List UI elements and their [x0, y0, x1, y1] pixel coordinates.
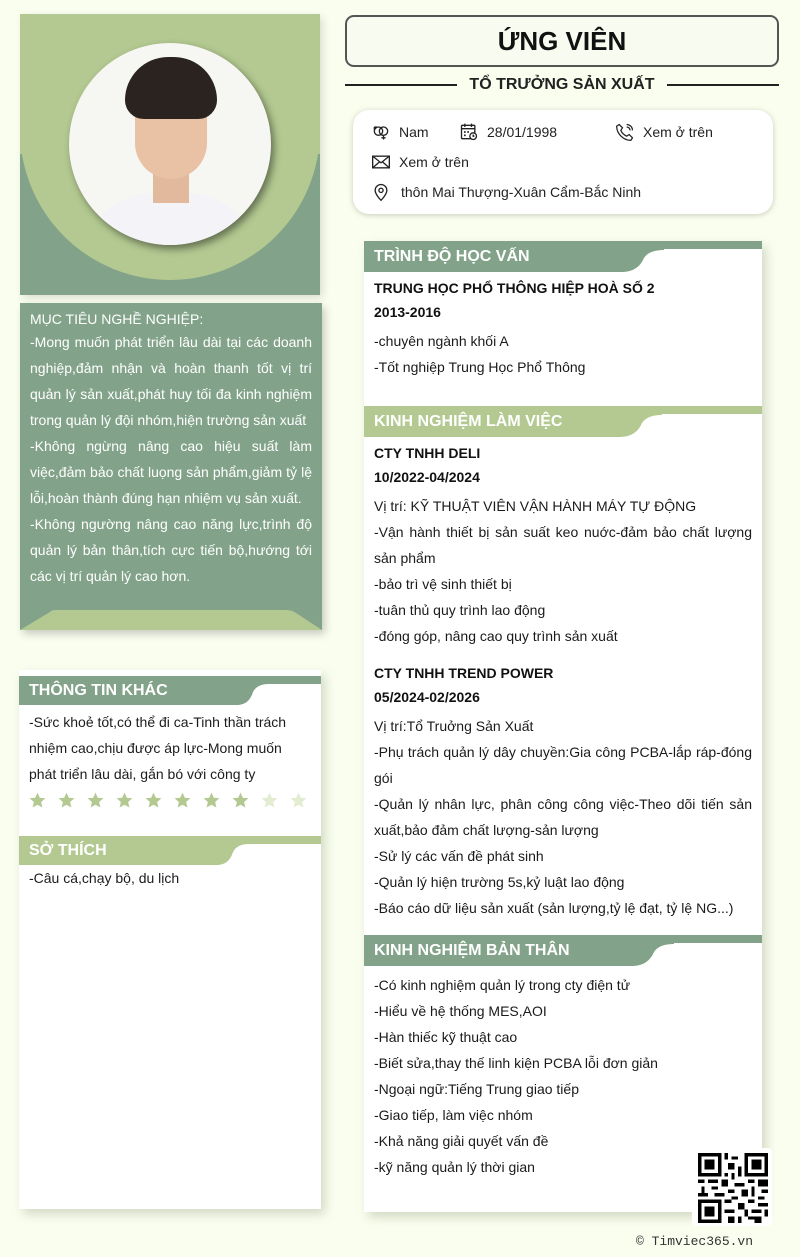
job-period: 10/2022-04/2024 — [374, 469, 480, 485]
job-period: 05/2024-02/2026 — [374, 689, 480, 705]
objective-line: -Mong muốn phát triển lâu dài tại các doanh nghiệp,đảm nhận và hoàn thanh tốt vị trí quản lý sản xuất,phát huy tối đa kinh nghiệm trong quản lý đội nhóm,hiện trường sản xuất — [30, 334, 312, 428]
star-empty-icon — [289, 791, 308, 810]
skill-line: -Có kinh nghiệm quản lý trong cty điện tử — [374, 977, 631, 993]
skill-line: -Hàn thiếc kỹ thuật cao — [374, 1029, 518, 1045]
job-title — [345, 74, 779, 96]
star-empty-icon — [260, 791, 279, 810]
candidate-name: ỨNG VIÊN — [345, 15, 779, 67]
job-line: Vị trí: KỸ THUẬT VIÊN VẬN HÀNH MÁY TỰ ĐỘNG — [374, 498, 697, 514]
avatar-hair — [125, 57, 217, 119]
section-title: KINH NGHIỆM BẢN THÂN — [364, 935, 634, 966]
objective-line: -Không ngường nâng cao năng lực,trình độ quản lý bản thân,tích cực tiến bộ,hướng tới các vị trí quản lý cao hơn. — [30, 516, 312, 584]
section-title: KINH NGHIỆM LÀM VIỆC — [364, 406, 622, 437]
rating-stars — [19, 787, 321, 810]
contact-phone — [615, 122, 713, 142]
contact-gender — [371, 122, 429, 142]
star-filled-icon — [86, 791, 105, 810]
section-title: TRÌNH ĐỘ HỌC VẤN — [364, 241, 624, 272]
job-line: -Vận hành thiết bị sản suất keo nuớc-đảm bảo chất lượng sản phẩm — [374, 524, 752, 566]
contact-birthday — [459, 122, 557, 142]
section-header-education — [364, 241, 762, 272]
header-curve — [624, 935, 674, 966]
star-filled-icon — [202, 791, 221, 810]
star-filled-icon — [144, 791, 163, 810]
school-period: 2013-2016 — [374, 304, 441, 320]
job-line: -Sử lý các vấn đề phát sinh — [374, 848, 544, 864]
job-line: -tuân thủ quy trình lao động — [374, 602, 546, 618]
section-header-skills — [364, 935, 762, 966]
star-filled-icon — [28, 791, 47, 810]
location-pin-icon — [371, 182, 391, 202]
contact-address — [371, 182, 641, 202]
job-line: -đóng góp, nâng cao quy trình sản xuất — [374, 628, 618, 644]
skill-line: -Ngoại ngữ:Tiếng Trung giao tiếp — [374, 1081, 579, 1097]
education-entry — [364, 272, 762, 380]
left-info-card — [19, 670, 321, 1209]
skill-line: -Khả năng giải quyết vấn đề — [374, 1133, 549, 1149]
role-row — [345, 74, 779, 96]
section-header-hobbies — [19, 830, 321, 865]
main-content-card — [364, 241, 762, 1212]
decor-footer-band — [20, 610, 322, 630]
section-title: THÔNG TIN KHÁC — [19, 676, 239, 705]
education-line: -Tốt nghiệp Trung Học Phổ Thông — [374, 359, 586, 375]
school-name: TRUNG HỌC PHỔ THÔNG HIỆP HOÀ SỐ 2 — [374, 280, 655, 296]
education-line: -chuyên ngành khối A — [374, 333, 509, 349]
skill-line: -Biết sửa,thay thế linh kiện PCBA lỗi đơn giản — [374, 1055, 658, 1071]
skill-line: -kỹ năng quản lý thời gian — [374, 1159, 535, 1175]
section-title: SỞ THÍCH — [19, 836, 219, 865]
avatar — [69, 43, 271, 245]
qr-code-icon — [698, 1153, 768, 1223]
header-curve — [612, 406, 662, 437]
star-filled-icon — [57, 791, 76, 810]
mail-icon — [371, 152, 391, 172]
section-header-other-info — [19, 670, 321, 705]
skill-line: -Giao tiếp, làm việc nhóm — [374, 1107, 533, 1123]
job-line: Vị trí:Tổ Truởng Sản Xuất — [374, 718, 534, 734]
job-line: -Quản lý nhân lực, phân công công việc-Theo dõi tiến sản xuất,bảo đảm chất lượng-sản lượng — [374, 796, 752, 838]
skill-line: -Hiểu về hệ thống MES,AOI — [374, 1003, 547, 1019]
birthday-value: 28/01/1998 — [487, 124, 558, 140]
address-value: thôn Mai Thượng-Xuân Cẩm-Bắc Ninh — [401, 184, 642, 200]
job-line: -Phụ trách quản lý dây chuyền:Gia công PCBA-lắp ráp-đóng gói — [374, 744, 752, 786]
star-filled-icon — [231, 791, 250, 810]
job-entry — [364, 437, 762, 649]
contact-email — [371, 152, 469, 172]
contact-box — [353, 110, 773, 214]
company-name: CTY TNHH DELI — [374, 445, 481, 461]
objective-title: MỤC TIÊU NGHỀ NGHIỆP: — [30, 311, 204, 327]
qr-code — [692, 1148, 772, 1226]
header-curve — [209, 836, 249, 865]
gender-icon — [371, 122, 391, 142]
job-entry — [364, 649, 762, 921]
objective-line: -Không ngừng nâng cao hiệu suất làm việc,đảm bảo chất luọng sản phẩm,giảm tỷ lệ lỗi,hoàn thành đúng hạn nhiệm vụ sản xuất. — [30, 438, 312, 506]
career-objective-panel — [20, 303, 322, 630]
other-info-text: -Sức khoẻ tốt,có thể đi ca-Tinh thần trách nhiệm cao,chịu được áp lực-Mong muốn phát triển lâu dài, gắn bó với công ty — [29, 714, 287, 782]
header-curve — [229, 676, 269, 705]
email-value: Xem ở trên — [399, 154, 469, 170]
star-filled-icon — [115, 791, 134, 810]
objective-body — [20, 329, 322, 589]
calendar-icon — [459, 122, 479, 142]
header-curve — [614, 241, 664, 272]
gender-value: Nam — [399, 124, 429, 140]
section-header-experience — [364, 406, 762, 437]
star-filled-icon — [173, 791, 192, 810]
phone-value: Xem ở trên — [643, 124, 713, 140]
job-line: -bảo trì vệ sinh thiết bị — [374, 576, 512, 592]
job-line: -Quản lý hiện trường 5s,kỷ luật lao động — [374, 874, 625, 890]
photo-panel — [20, 14, 320, 295]
hobbies-text: -Câu cá,chạy bộ, du lịch — [29, 870, 180, 886]
job-line: -Báo cáo dữ liệu sản xuất (sản lượng,tỷ lệ đạt, tỷ lệ NG...) — [374, 900, 734, 916]
company-name: CTY TNHH TREND POWER — [374, 665, 554, 681]
job-title-text: TỔ TRƯỞNG SẢN XUẤT — [457, 76, 666, 93]
phone-icon — [615, 122, 635, 142]
footer-credit: © Timviec365.vn — [636, 1234, 754, 1249]
